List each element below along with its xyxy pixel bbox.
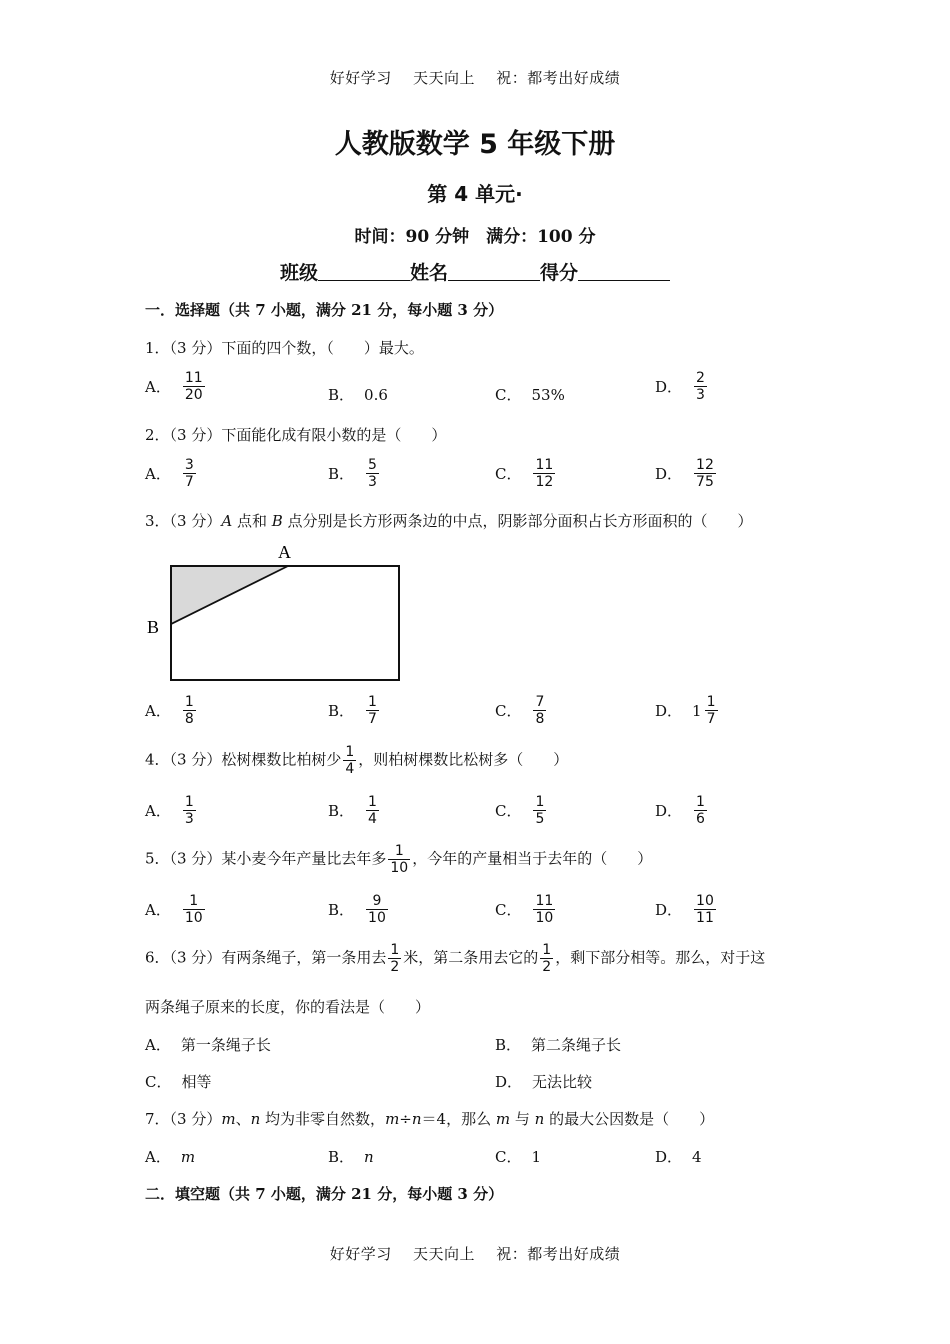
q4-option-c[interactable]: C． $\frac{1}{5}$ [495,794,545,828]
name-blank[interactable] [448,262,540,281]
page-header [0,67,950,88]
q6-option-b[interactable]: B． 第二条绳子长 [495,1036,622,1054]
shaded-triangle [171,566,288,624]
fraction: $\frac{12}{75}$ [696,457,714,491]
q2-option-b[interactable]: B． $\frac{5}{3}$ [328,457,377,491]
q4-option-d[interactable]: D． $\frac{1}{6}$ [655,794,705,828]
fraction: $\frac{1}{10}$ [390,843,409,877]
question-6: 6．（3 分）有两条绳子，第一条用去 $\frac{1}{2}$ 米，第二条用去它的 $\frac{1}{2}$ ，剩下部分相等。那么，对于这 [145,942,766,976]
question-6-line-2: 两条绳子原来的长度，你的看法是（ ） [145,998,431,1016]
fraction: $\frac{1}{3}$ [184,794,194,828]
q4-option-a[interactable]: A． $\frac{1}{3}$ [145,794,194,828]
fraction: $\frac{7}{8}$ [535,694,545,728]
class-blank[interactable] [318,262,410,281]
fraction: $\frac{1}{4}$ [368,794,377,828]
question-4: 4．（3 分）松树棵数比柏树少 $\frac{1}{4}$ ，则柏树棵数比松树多（ ） [145,744,569,778]
header-motto-2: 天天向上 [412,69,475,87]
q3-option-c[interactable]: C． $\frac{7}{8}$ [495,694,545,728]
score-blank[interactable] [578,262,670,281]
fraction: $\frac{1}{5}$ [535,794,545,828]
fraction: $\frac{2}{3}$ [696,370,705,404]
class-label: 班级 [279,262,318,284]
q2-option-d[interactable]: D． $\frac{12}{75}$ [655,457,714,491]
point-a-label: A [278,542,291,562]
score-label: 得分 [540,262,579,284]
fraction: $\frac{1}{8}$ [184,694,194,728]
q1-option-d[interactable]: D． $\frac{2}{3}$ [655,370,705,404]
q2-option-a[interactable]: A． $\frac{3}{7}$ [145,457,194,491]
q5-option-d[interactable]: D． $\frac{10}{11}$ [655,893,714,927]
footer-motto-1: 好好学习 [329,1245,392,1263]
q1-option-c[interactable]: C． 53% [495,385,565,404]
page-footer [0,1243,950,1264]
fraction: $\frac{11}{12}$ [535,457,554,491]
footer-motto-2: 天天向上 [412,1245,475,1263]
header-motto-3: 祝：都考出好成绩 [496,69,621,87]
q3-option-d[interactable]: D． 1 $\frac{1}{7}$ [655,694,716,728]
q6-option-a[interactable]: A． 第一条绳子长 [145,1036,271,1054]
page-subtitle: 第 4 单元· [427,182,523,206]
fraction: $\frac{1}{10}$ [184,893,203,927]
fraction: $\frac{1}{6}$ [696,794,705,828]
q1-option-b[interactable]: B． 0.6 [328,385,388,404]
fraction: $\frac{1}{7}$ [368,694,377,728]
fraction: $\frac{10}{11}$ [696,893,714,927]
header-motto-1: 好好学习 [329,69,392,87]
q5-option-b[interactable]: B． $\frac{9}{10}$ [328,893,386,927]
section-1-heading: 一．选择题（共 7 小题，满分 21 分，每小题 3 分） [145,301,504,319]
name-label: 姓名 [409,262,448,284]
question-2: 2．（3 分）下面能化成有限小数的是（ ） [145,426,447,444]
fraction: $\frac{11}{10}$ [535,893,554,927]
footer-motto-3: 祝：都考出好成绩 [496,1245,621,1263]
question-3: 3．（3 分）A 点和 B 点分别是长方形两条边的中点，阴影部分面积占长方形面积的（ ） [145,512,753,530]
fraction: $\frac{5}{3}$ [368,457,377,491]
q6-option-c[interactable]: C． 相等 [145,1073,212,1091]
question-1: 1．（3 分）下面的四个数，（ ）最大。 [145,339,424,357]
student-info [0,258,950,285]
fraction: $\frac{1}{4}$ [345,744,355,778]
rectangle-figure [140,538,410,686]
fraction: $\frac{1}{7}$ [706,694,716,728]
q3-option-a[interactable]: A． $\frac{1}{8}$ [145,694,194,728]
q2-option-c[interactable]: C． $\frac{11}{12}$ [495,457,554,491]
fraction: $\frac{11}{20}$ [184,370,203,404]
fraction: $\frac{1}{2}$ [542,942,552,976]
time-info: 时间：90 分钟 满分：100 分 [354,227,596,247]
question-5: 5．（3 分）某小麦今年产量比去年多 $\frac{1}{10}$ ，今年的产量相当于去年的（ ） [145,843,653,877]
fraction: $\frac{1}{2}$ [390,942,400,976]
q1-option-a[interactable]: A． $\frac{11}{20}$ [145,370,203,404]
q6-option-d[interactable]: D． 无法比较 [495,1073,593,1091]
fraction: $\frac{3}{7}$ [184,457,194,491]
question-7: 7．（3 分）m、n 均为非零自然数，m÷n＝4，那么 m 与 n 的最大公因数是（ ） [145,1110,715,1128]
q7-option-c[interactable]: C． 1 [495,1147,542,1166]
q7-option-a[interactable]: A． m [145,1147,196,1166]
point-b-label: B [147,617,160,637]
q7-option-d[interactable]: D． 4 [655,1147,702,1166]
q4-option-b[interactable]: B． $\frac{1}{4}$ [328,794,377,828]
q5-option-a[interactable]: A． $\frac{1}{10}$ [145,893,203,927]
fraction: $\frac{9}{10}$ [368,893,386,927]
page-title: 人教版数学 5 年级下册 [334,129,616,160]
q3-option-b[interactable]: B． $\frac{1}{7}$ [328,694,377,728]
section-2-heading: 二．填空题（共 7 小题，满分 21 分，每小题 3 分） [145,1185,504,1203]
q7-option-b[interactable]: B． n [328,1147,374,1166]
q5-option-c[interactable]: C． $\frac{11}{10}$ [495,893,554,927]
